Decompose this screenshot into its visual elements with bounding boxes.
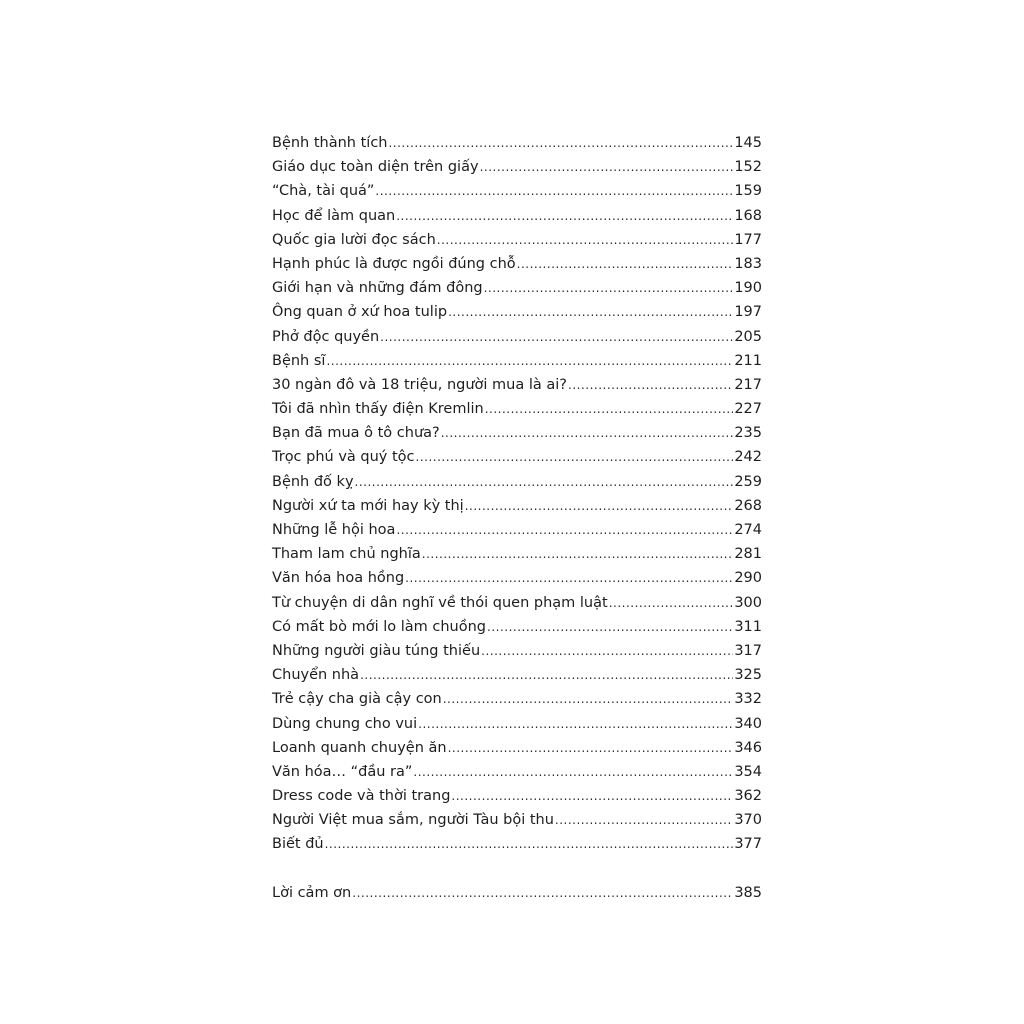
toc-dot-leader [555,808,733,832]
toc-dot-leader [388,131,733,155]
toc-entry-title: 30 ngàn đô và 18 triệu, người mua là ai? [272,376,567,393]
toc-dot-leader [480,155,734,179]
toc-entry-page-number: 205 [734,328,762,345]
toc-list [272,131,762,857]
toc-entry-title: Trọc phú và quý tộc [272,449,415,466]
toc-entry [272,445,762,469]
toc-entry-title: Người Việt mua sắm, người Tàu bội thu [272,812,554,829]
toc-entry-page-number: 159 [734,183,762,200]
toc-dot-leader [360,663,733,687]
table-of-contents [272,131,762,905]
toc-dot-leader [568,373,733,397]
toc-entry [272,276,762,300]
toc-entry-page-number: 274 [734,522,762,538]
toc-entry-page-number: 317 [734,642,762,659]
toc-dot-leader [416,445,734,469]
toc-entry-page-number: 190 [734,280,762,297]
toc-entry-title: Người xứ ta mới hay kỳ thị [272,497,464,514]
toc-entry-page-number: 370 [734,812,762,829]
toc-entry-title: Biết đủ [272,836,324,853]
toc-entry [272,615,762,639]
toc-entry [272,760,762,784]
toc-entry-title: Lời cảm ơn [272,884,352,901]
toc-entry [272,784,762,808]
toc-entry-title: Những lễ hội hoa [272,522,396,538]
toc-dot-leader [481,639,733,663]
toc-entry-title: Tôi đã nhìn thấy điện Kremlin [272,401,484,418]
toc-dot-leader [465,494,734,518]
toc-dot-leader [418,712,733,736]
toc-entry-page-number: 145 [734,135,762,151]
toc-dot-leader [352,881,733,905]
toc-entry-title: “Chà, tài quá” [272,183,375,200]
toc-entry [272,518,762,542]
toc-entry [272,542,762,566]
toc-entry-page-number: 168 [734,207,762,224]
toc-dot-leader [396,518,733,542]
toc-entry [272,566,762,590]
toc-dot-leader [396,204,733,228]
toc-entry-title: Văn hóa hoa hồng [272,570,405,587]
toc-dot-leader [325,832,734,856]
toc-entry [272,325,762,349]
toc-entry-title: Giới hạn và những đám đông [272,280,483,297]
toc-entry [272,494,762,518]
toc-dot-leader [355,470,734,494]
toc-dot-leader [441,421,734,445]
toc-dot-leader [484,276,734,300]
toc-entry [272,663,762,687]
toc-entry-page-number: 177 [734,231,762,248]
toc-entry [272,808,762,832]
toc-entry-page-number: 152 [734,159,762,176]
toc-entry-title: Bệnh thành tích [272,135,388,151]
toc-dot-leader [448,736,734,760]
toc-dot-leader [380,325,733,349]
toc-entry [272,373,762,397]
toc-entry-title: Văn hóa… “đầu ra” [272,763,413,780]
toc-entry [272,421,762,445]
toc-entry [272,349,762,373]
toc-entry-title: Hạnh phúc là được ngồi đúng chỗ [272,255,516,272]
toc-entry-page-number: 242 [734,449,762,466]
toc-entry-title: Chuyển nhà [272,667,360,684]
toc-entry [272,832,762,856]
toc-entry-title: Bệnh đố kỵ [272,473,354,490]
toc-entry-title: Trẻ cậy cha già cậy con [272,691,442,708]
toc-entry-page-number: 300 [734,594,762,611]
toc-entry-title: Những người giàu túng thiếu [272,642,481,659]
toc-entry-page-number: 211 [734,352,762,369]
toc-entry-title: Tham lam chủ nghĩa [272,546,421,563]
toc-dot-leader [405,566,733,590]
toc-dot-leader [451,784,733,808]
toc-entry-title: Từ chuyện di dân nghĩ về thói quen phạm luật [272,594,608,611]
toc-entry-page-number: 235 [734,425,762,442]
toc-entry-title: Giáo dục toàn diện trên giấy [272,159,479,176]
toc-dot-leader [517,252,734,276]
toc-entry [272,155,762,179]
toc-entry-page-number: 259 [734,473,762,490]
toc-entry-page-number: 197 [734,304,762,321]
toc-entry-page-number: 217 [734,376,762,393]
toc-entry [272,252,762,276]
toc-entry-page-number: 290 [734,570,762,587]
toc-entry-title: Bệnh sĩ [272,352,326,369]
toc-entry-title: Có mất bò mới lo làm chuồng [272,618,487,635]
toc-entry-page-number: 183 [734,255,762,272]
toc-entry-acknowledgements [272,881,762,905]
toc-entry-page-number: 311 [734,618,762,635]
toc-entry-page-number: 325 [734,667,762,684]
toc-dot-leader [609,591,734,615]
toc-entry [272,204,762,228]
toc-entry [272,397,762,421]
toc-entry-page-number: 346 [734,739,762,756]
toc-spacer [272,857,762,881]
toc-entry [272,591,762,615]
toc-entry [272,736,762,760]
toc-entry-title: Ông quan ở xứ hoa tulip [272,304,448,321]
toc-dot-leader [443,687,734,711]
toc-entry [272,131,762,155]
toc-dot-leader [422,542,734,566]
toc-entry [272,639,762,663]
toc-entry-title: Phở độc quyền [272,328,380,345]
toc-entry-page-number: 340 [734,715,762,732]
toc-dot-leader [326,349,733,373]
toc-entry-page-number: 362 [734,788,762,805]
toc-entry-title: Bạn đã mua ô tô chưa? [272,425,440,442]
toc-dot-leader [448,300,733,324]
toc-entry [272,470,762,494]
toc-entry-page-number: 354 [734,763,762,780]
toc-entry [272,712,762,736]
toc-entry-title: Loanh quanh chuyện ăn [272,739,447,756]
toc-dot-leader [437,228,734,252]
toc-dot-leader [413,760,733,784]
toc-dot-leader [375,179,733,203]
toc-entry-title: Học để làm quan [272,207,396,224]
toc-entry-page-number: 268 [734,497,762,514]
toc-entry [272,300,762,324]
toc-entry-page-number: 385 [734,884,762,901]
toc-dot-leader [485,397,734,421]
toc-dot-leader [487,615,733,639]
toc-entry-page-number: 281 [734,546,762,563]
toc-entry [272,179,762,203]
toc-entry-page-number: 332 [734,691,762,708]
toc-entry-page-number: 227 [734,401,762,418]
toc-entry-title: Dùng chung cho vui [272,715,418,732]
toc-entry [272,228,762,252]
toc-entry [272,687,762,711]
toc-entry-page-number: 377 [734,836,762,853]
toc-entry-title: Dress code và thời trang [272,788,451,805]
toc-entry-title: Quốc gia lười đọc sách [272,231,436,248]
